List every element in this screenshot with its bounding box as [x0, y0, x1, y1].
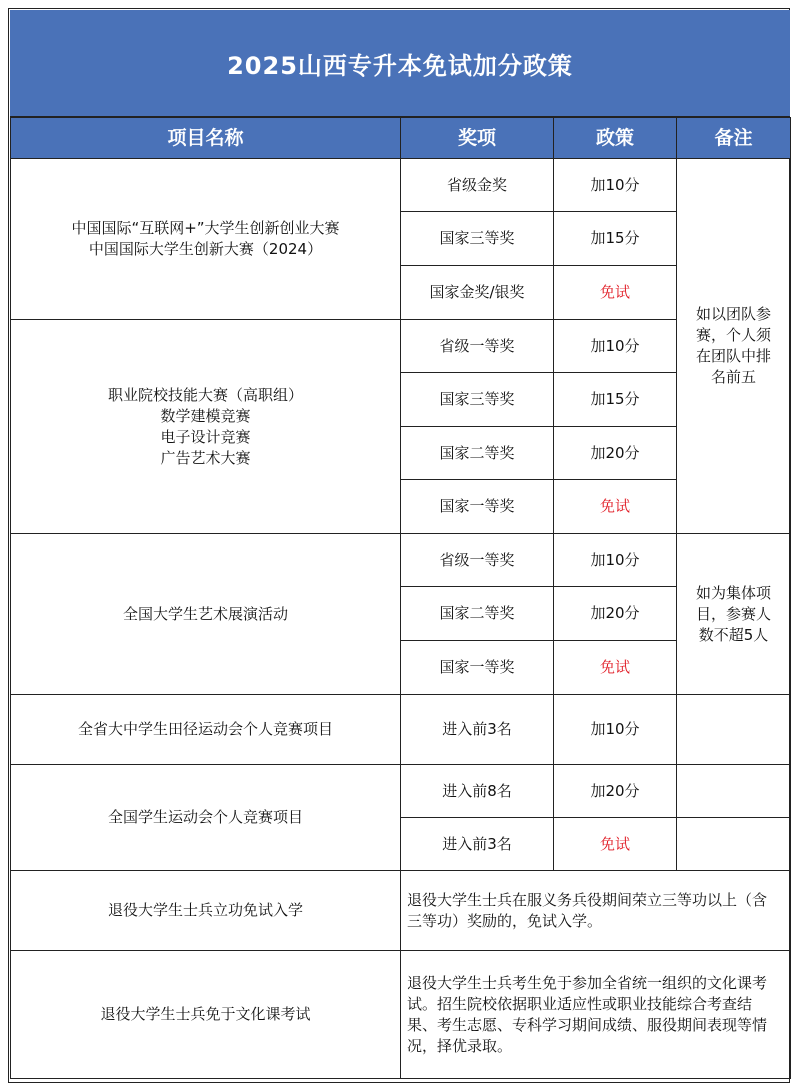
- table-header-row: [11, 118, 791, 159]
- note-cell-empty: [677, 818, 791, 871]
- policy-cell: 加10分: [554, 534, 677, 587]
- policy-cell: 加15分: [554, 373, 677, 427]
- policy-cell: 加20分: [554, 427, 677, 480]
- policy-cell: 加10分: [554, 320, 677, 373]
- project-name-cell: 退役大学生士兵免于文化课考试: [11, 951, 401, 1079]
- page-title: 2025山西专升本免试加分政策: [10, 10, 790, 117]
- policy-description-cell: 退役大学生士兵在服义务兵役期间荣立三等功以上（含三等功）奖励的，免试入学。: [401, 871, 791, 951]
- award-cell: 省级一等奖: [401, 320, 554, 373]
- table-row: [11, 159, 791, 212]
- project-name-cell: [11, 695, 401, 765]
- award-cell: 国家三等奖: [401, 373, 554, 427]
- project-name-cell: [11, 765, 401, 871]
- note-cell-empty: [677, 765, 791, 818]
- policy-cell: 加10分: [554, 159, 677, 212]
- award-cell: 国家一等奖: [401, 480, 554, 534]
- table-row: [11, 871, 791, 951]
- table-row: [11, 765, 791, 818]
- note-line: 目，参赛人: [695, 604, 771, 623]
- policy-table: [10, 117, 791, 1079]
- project-name-line: 广告艺术大赛: [160, 448, 251, 467]
- award-cell: 进入前8名: [401, 765, 554, 818]
- award-cell: 国家二等奖: [401, 427, 554, 480]
- project-name-line: 电子设计竞赛: [160, 427, 251, 446]
- policy-cell-exempt: 免试: [554, 641, 677, 695]
- project-name-line: 中国国际“互联网+”大学生创新创业大赛: [71, 219, 340, 237]
- project-name-cell: [11, 534, 401, 695]
- header-award: 奖项: [401, 118, 554, 159]
- note-line: 数不超5人: [698, 625, 769, 644]
- award-cell: 省级一等奖: [401, 534, 554, 587]
- policy-cell: 加20分: [554, 587, 677, 641]
- note-cell-empty: [677, 695, 791, 765]
- award-cell: 国家一等奖: [401, 641, 554, 695]
- note-line: 名前五: [710, 368, 756, 386]
- award-cell: 进入前3名: [401, 695, 554, 765]
- policy-cell-exempt: 免试: [554, 266, 677, 320]
- policy-cell-exempt: 免试: [554, 818, 677, 871]
- note-line: 如以团队参: [695, 305, 771, 323]
- policy-cell-exempt: 免试: [554, 480, 677, 534]
- award-cell: 国家二等奖: [401, 587, 554, 641]
- project-name-cell: 退役大学生士兵立功免试入学: [11, 871, 401, 951]
- note-line: 在团队中排: [695, 347, 771, 365]
- header-note: 备注: [677, 118, 791, 159]
- note-line: 赛，个人须: [695, 326, 771, 344]
- table-row: [11, 695, 791, 765]
- note-line: 如为集体项: [695, 583, 771, 602]
- award-cell: 进入前3名: [401, 818, 554, 871]
- project-name-cell: [11, 159, 401, 320]
- table-row: [11, 534, 791, 587]
- project-name-line: 中国国际大学生创新大赛（2024）: [88, 240, 323, 258]
- note-cell-team: [677, 159, 791, 534]
- policy-cell: 加20分: [554, 765, 677, 818]
- policy-cell: 加10分: [554, 695, 677, 765]
- award-cell: 国家三等奖: [401, 212, 554, 266]
- note-cell-collective: [677, 534, 791, 695]
- project-name-cell: [11, 320, 401, 534]
- award-cell: 国家金奖/银奖: [401, 266, 554, 320]
- policy-cell: 加15分: [554, 212, 677, 266]
- project-name-line: 全国学生运动会个人竞赛项目: [107, 808, 303, 826]
- project-name-line: 职业院校技能大赛（高职组）: [107, 385, 303, 404]
- project-name-line: 数学建模竞赛: [160, 406, 251, 425]
- table-row: [11, 320, 791, 373]
- header-policy: 政策: [554, 118, 677, 159]
- award-cell: 省级金奖: [401, 159, 554, 212]
- policy-description-cell: 退役大学生士兵考生免于参加全省统一组织的文化课考试。招生院校依据职业适应性或职业技能综合考查结果、考生志愿、专科学习期间成绩、服役期间表现等情况，择优录取。: [401, 951, 791, 1079]
- project-name-line: 全省大中学生田径运动会个人竞赛项目: [77, 720, 333, 738]
- header-project: 项目名称: [11, 118, 401, 159]
- table-row: [11, 951, 791, 1079]
- project-name-line: 全国大学生艺术展演活动: [122, 604, 288, 623]
